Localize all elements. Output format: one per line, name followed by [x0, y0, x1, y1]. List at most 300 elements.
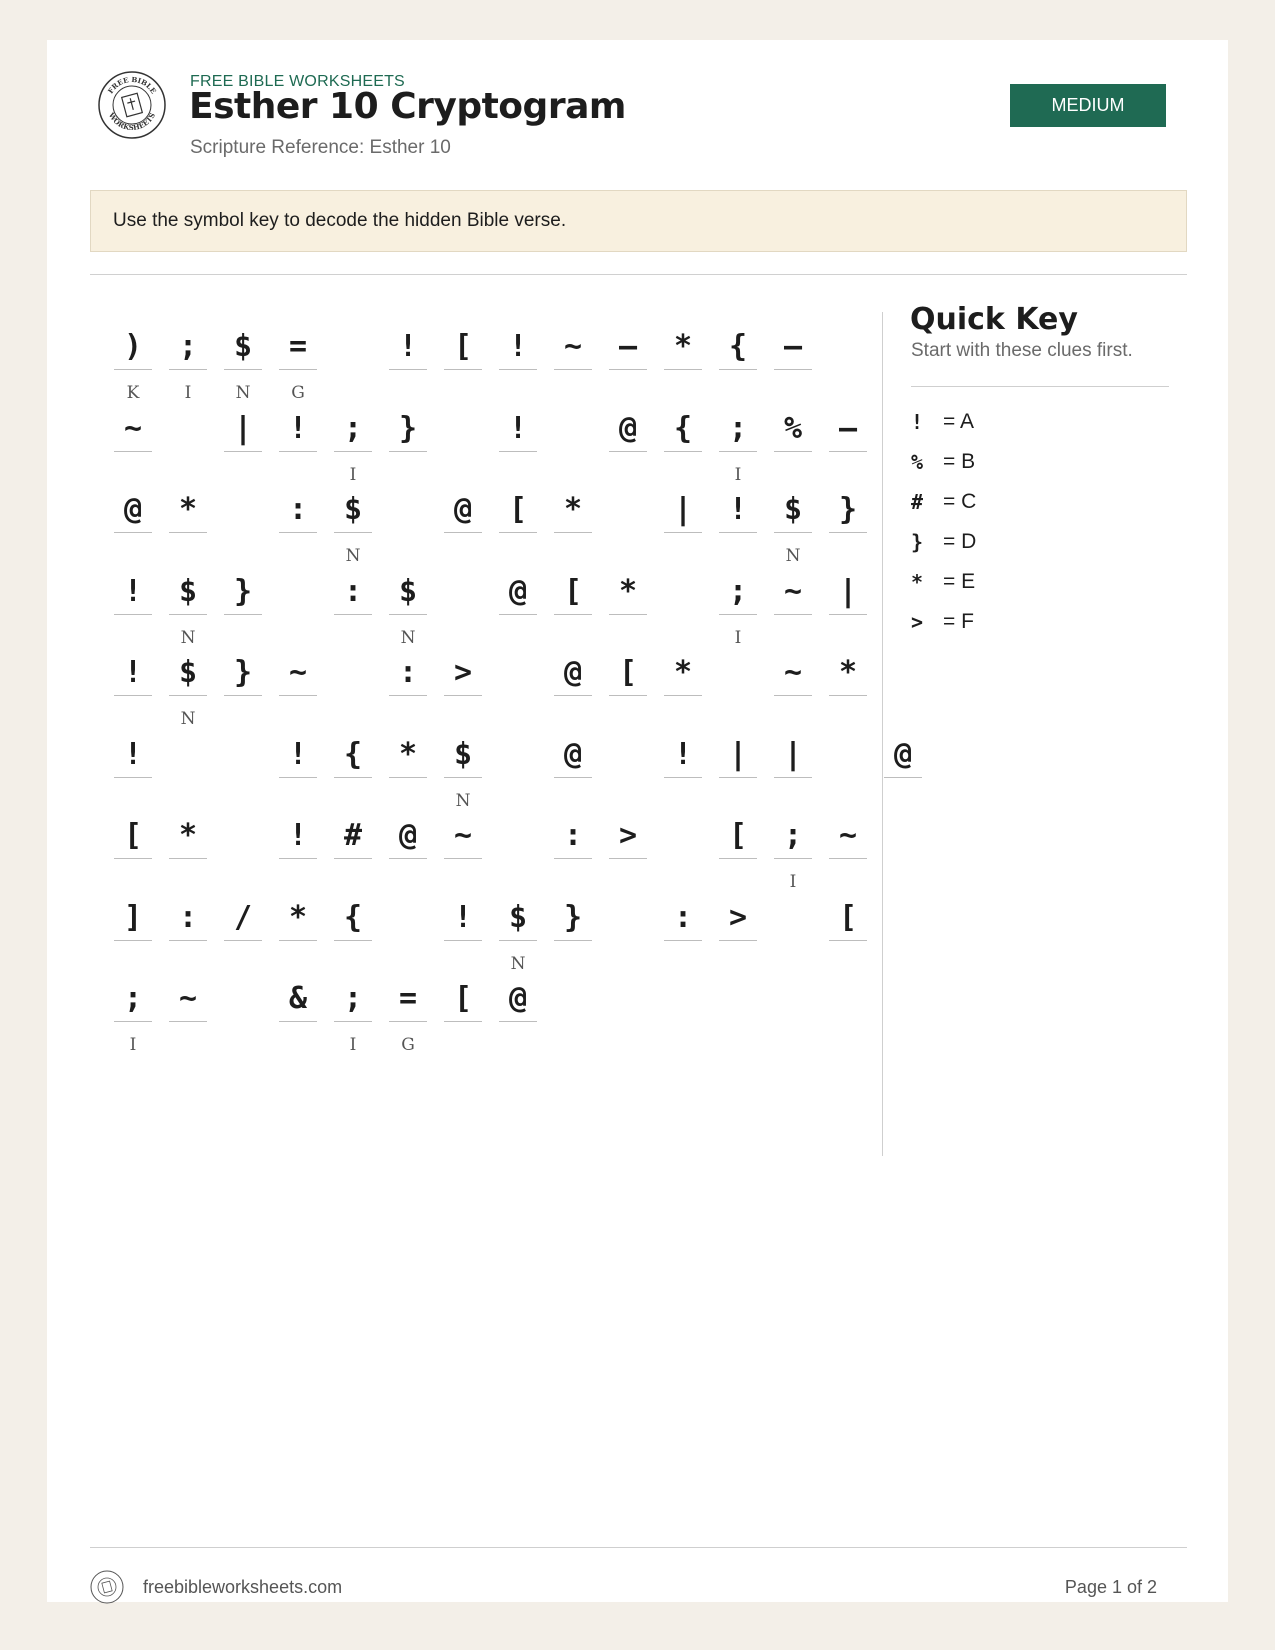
cipher-cell[interactable]	[554, 819, 592, 899]
answer-line[interactable]	[554, 614, 592, 615]
answer-line[interactable]	[664, 451, 702, 452]
cipher-cell[interactable]	[609, 819, 647, 899]
cipher-cell[interactable]	[774, 656, 812, 736]
cipher-symbol: !	[728, 492, 748, 527]
cipher-symbol: {	[343, 899, 363, 935]
quick-key-item	[911, 562, 1161, 602]
answer-line[interactable]	[169, 940, 207, 941]
cipher-symbol: !	[288, 410, 308, 446]
answer-line[interactable]	[279, 695, 317, 696]
cipher-cell[interactable]	[224, 412, 262, 492]
answer-line[interactable]	[389, 369, 427, 370]
cipher-symbol: –	[838, 410, 858, 446]
cipher-symbol: ;	[728, 410, 748, 446]
answer-line[interactable]	[114, 1021, 152, 1022]
quick-key-item	[911, 522, 1161, 562]
cipher-cell[interactable]	[389, 330, 427, 410]
cipher-cell[interactable]	[389, 412, 427, 492]
instructions-text: Use the symbol key to decode the hidden Bible verse.	[113, 210, 567, 231]
cipher-cell[interactable]	[719, 412, 757, 492]
cipher-cell[interactable]	[554, 493, 592, 573]
answer-line[interactable]	[554, 695, 592, 696]
cipher-symbol: {	[673, 410, 693, 446]
hint-letter: N	[400, 627, 416, 648]
cipher-cell[interactable]	[279, 656, 317, 736]
cipher-cell[interactable]	[829, 819, 867, 899]
cipher-cell[interactable]	[279, 982, 317, 1062]
answer-line[interactable]	[774, 777, 812, 778]
cipher-cell[interactable]	[499, 493, 537, 573]
answer-line[interactable]	[664, 940, 702, 941]
answer-line[interactable]	[719, 369, 757, 370]
cipher-symbol: ~	[783, 655, 803, 690]
cipher-cell[interactable]	[664, 493, 702, 573]
cipher-cell[interactable]	[444, 738, 482, 818]
cipher-symbol: !	[288, 818, 308, 853]
cipher-symbol: $	[343, 492, 363, 527]
hint-letter: N	[510, 953, 526, 974]
cipher-symbol: ;	[783, 818, 803, 853]
hint-letter: G	[291, 383, 305, 403]
answer-line[interactable]	[774, 532, 812, 533]
answer-line[interactable]	[114, 532, 152, 533]
answer-line[interactable]	[279, 369, 317, 370]
key-symbol: %	[911, 450, 924, 474]
hint-letter: I	[129, 1035, 137, 1055]
cipher-cell[interactable]	[664, 330, 702, 410]
answer-line[interactable]	[114, 369, 152, 370]
cipher-cell[interactable]	[719, 575, 757, 655]
cipher-cell[interactable]	[719, 901, 757, 981]
answer-line[interactable]	[444, 695, 482, 696]
cipher-cell[interactable]	[389, 656, 427, 736]
cipher-cell[interactable]	[169, 901, 207, 981]
cipher-symbol: >	[453, 655, 473, 690]
quick-key-item	[911, 602, 1161, 642]
cipher-symbol: –	[783, 329, 803, 364]
answer-line[interactable]	[554, 940, 592, 941]
footer-logo	[90, 1570, 124, 1604]
cipher-cell[interactable]	[224, 330, 262, 410]
cipher-symbol: @	[123, 492, 143, 527]
quick-key-item	[911, 402, 1161, 442]
answer-line[interactable]	[114, 940, 152, 941]
cipher-cell[interactable]	[169, 330, 207, 410]
answer-line[interactable]	[829, 451, 867, 452]
cipher-symbol: }	[838, 492, 858, 527]
answer-line[interactable]	[114, 695, 152, 696]
cipher-symbol: !	[508, 410, 528, 446]
hint-letter: I	[349, 464, 357, 485]
hint-letter: N	[235, 383, 251, 403]
quick-key-divider	[911, 386, 1169, 387]
cipher-cell[interactable]	[609, 575, 647, 655]
cipher-symbol: *	[398, 736, 418, 772]
cipher-cell[interactable]	[774, 493, 812, 573]
cipher-cell[interactable]	[279, 330, 317, 410]
answer-line[interactable]	[334, 777, 372, 778]
answer-line[interactable]	[224, 940, 262, 941]
cipher-cell[interactable]	[774, 819, 812, 899]
cipher-cell[interactable]	[499, 575, 537, 655]
hint-letter: I	[789, 872, 797, 892]
cipher-symbol: :	[673, 899, 693, 935]
cipher-cell[interactable]	[114, 901, 152, 981]
cipher-symbol: [	[728, 818, 748, 853]
answer-line[interactable]	[719, 532, 757, 533]
cipher-cell[interactable]	[719, 493, 757, 573]
cipher-cell[interactable]	[774, 412, 812, 492]
cipher-cell[interactable]	[114, 493, 152, 573]
answer-line[interactable]	[554, 858, 592, 859]
answer-line[interactable]	[829, 858, 867, 859]
cipher-cell[interactable]	[774, 575, 812, 655]
cipher-cell[interactable]	[829, 656, 867, 736]
answer-line[interactable]	[609, 451, 647, 452]
answer-line[interactable]	[719, 858, 757, 859]
answer-line[interactable]	[279, 532, 317, 533]
cipher-symbol: [	[618, 655, 638, 690]
answer-line[interactable]	[444, 532, 482, 533]
answer-line[interactable]	[609, 695, 647, 696]
key-symbol: *	[911, 570, 924, 594]
answer-line[interactable]	[664, 369, 702, 370]
cipher-symbol: }	[233, 573, 253, 609]
cipher-cell[interactable]	[114, 412, 152, 492]
answer-line[interactable]	[334, 451, 372, 452]
cipher-cell[interactable]	[169, 656, 207, 736]
cipher-cell[interactable]	[334, 738, 372, 818]
answer-line[interactable]	[444, 777, 482, 778]
cipher-cell[interactable]	[609, 330, 647, 410]
cipher-cell[interactable]	[499, 982, 537, 1062]
answer-line[interactable]	[774, 858, 812, 859]
hint-letter: I	[734, 464, 742, 485]
cipher-symbol: $	[508, 899, 528, 935]
cipher-cell[interactable]	[279, 493, 317, 573]
answer-line[interactable]	[279, 777, 317, 778]
cipher-cell[interactable]	[224, 656, 262, 736]
answer-line[interactable]	[499, 451, 537, 452]
answer-line[interactable]	[774, 614, 812, 615]
answer-line[interactable]	[499, 369, 537, 370]
hint-letter: N	[180, 627, 196, 648]
answer-line[interactable]	[389, 1021, 427, 1022]
cipher-cell[interactable]	[389, 738, 427, 818]
answer-line[interactable]	[444, 1021, 482, 1022]
cipher-cell[interactable]	[389, 575, 427, 655]
cipher-symbol: @	[618, 410, 638, 446]
cipher-cell[interactable]	[114, 819, 152, 899]
cipher-symbol: =	[288, 329, 308, 364]
cipher-cell[interactable]	[334, 819, 372, 899]
cipher-symbol: [	[453, 981, 473, 1016]
cipher-cell[interactable]	[334, 982, 372, 1062]
cipher-cell[interactable]	[829, 901, 867, 981]
answer-line[interactable]	[609, 858, 647, 859]
hint-letter: N	[345, 546, 361, 566]
cipher-symbol: ~	[838, 818, 858, 853]
cipher-cell[interactable]	[664, 738, 702, 818]
cipher-cell[interactable]	[499, 330, 537, 410]
answer-line[interactable]	[829, 614, 867, 615]
cipher-symbol: $	[233, 329, 253, 364]
answer-line[interactable]	[664, 695, 702, 696]
answer-line[interactable]	[444, 858, 482, 859]
cipher-cell[interactable]	[664, 656, 702, 736]
hint-letter: K	[126, 383, 140, 403]
answer-line[interactable]	[279, 1021, 317, 1022]
answer-line[interactable]	[499, 940, 537, 941]
cipher-cell[interactable]	[829, 412, 867, 492]
puzzle-row	[114, 655, 858, 736]
cipher-cell[interactable]	[554, 901, 592, 981]
answer-line[interactable]	[389, 777, 427, 778]
answer-line[interactable]	[774, 451, 812, 452]
answer-line[interactable]	[169, 614, 207, 615]
cipher-cell[interactable]	[334, 493, 372, 573]
answer-line[interactable]	[664, 532, 702, 533]
cipher-cell[interactable]	[114, 330, 152, 410]
hint-letter: N	[455, 790, 471, 811]
answer-line[interactable]	[169, 369, 207, 370]
answer-line[interactable]	[224, 451, 262, 452]
answer-line[interactable]	[389, 451, 427, 452]
cipher-cell[interactable]	[609, 656, 647, 736]
answer-line[interactable]	[389, 614, 427, 615]
cipher-symbol: {	[728, 329, 748, 364]
instructions-box	[90, 190, 1187, 252]
cipher-symbol: [	[123, 818, 143, 853]
cipher-symbol: [	[508, 492, 528, 527]
answer-line[interactable]	[829, 532, 867, 533]
cipher-symbol: }	[563, 899, 583, 935]
cipher-cell[interactable]	[169, 493, 207, 573]
cipher-cell[interactable]	[444, 330, 482, 410]
cipher-symbol: %	[783, 410, 803, 446]
cipher-cell[interactable]	[829, 493, 867, 573]
cipher-cell[interactable]	[719, 819, 757, 899]
cipher-cell[interactable]	[279, 819, 317, 899]
cipher-cell[interactable]	[169, 982, 207, 1062]
answer-line[interactable]	[114, 777, 152, 778]
answer-line[interactable]	[169, 695, 207, 696]
hint-letter: G	[401, 1035, 415, 1055]
cipher-cell[interactable]	[389, 982, 427, 1062]
puzzle-row	[114, 818, 858, 899]
answer-line[interactable]	[719, 614, 757, 615]
cipher-cell[interactable]	[279, 738, 317, 818]
cipher-symbol: :	[288, 492, 308, 527]
cipher-cell[interactable]	[169, 819, 207, 899]
answer-line[interactable]	[279, 940, 317, 941]
answer-line[interactable]	[554, 369, 592, 370]
answer-line[interactable]	[774, 695, 812, 696]
answer-line[interactable]	[554, 777, 592, 778]
cipher-cell[interactable]	[499, 901, 537, 981]
cipher-symbol: ;	[343, 410, 363, 446]
answer-line[interactable]	[499, 614, 537, 615]
answer-line[interactable]	[224, 695, 262, 696]
header-divider	[90, 274, 1187, 275]
cipher-cell[interactable]	[114, 982, 152, 1062]
cipher-symbol: ]	[123, 899, 143, 935]
cipher-symbol: :	[563, 818, 583, 853]
cipher-symbol: ;	[123, 981, 143, 1016]
cipher-cell[interactable]	[609, 412, 647, 492]
cipher-symbol: ;	[728, 573, 748, 609]
svg-text:FREE BIBLE: FREE BIBLE	[105, 74, 159, 96]
cipher-symbol: |	[673, 492, 693, 527]
puzzle-row	[114, 899, 858, 981]
cipher-cell[interactable]	[554, 738, 592, 818]
column-divider	[882, 312, 883, 1156]
cipher-cell[interactable]	[279, 901, 317, 981]
cipher-symbol: >	[618, 818, 638, 853]
answer-line[interactable]	[279, 858, 317, 859]
cipher-symbol: @	[453, 492, 473, 527]
key-symbol: >	[911, 610, 924, 634]
quick-key-title: Quick Key	[910, 302, 1078, 337]
answer-line[interactable]	[334, 614, 372, 615]
cipher-symbol: *	[838, 655, 858, 690]
cipher-symbol: |	[728, 736, 748, 772]
cipher-symbol: –	[618, 329, 638, 364]
answer-line[interactable]	[114, 614, 152, 615]
cipher-symbol: [	[838, 899, 858, 935]
cipher-cell[interactable]	[444, 982, 482, 1062]
key-symbol: !	[911, 410, 924, 434]
answer-line[interactable]	[169, 858, 207, 859]
answer-line[interactable]	[499, 532, 537, 533]
hint-letter: I	[734, 627, 742, 648]
answer-line[interactable]	[444, 369, 482, 370]
cipher-cell[interactable]	[554, 575, 592, 655]
cipher-symbol: !	[288, 736, 308, 772]
cipher-cell[interactable]	[444, 819, 482, 899]
cipher-symbol: !	[123, 573, 143, 609]
answer-line[interactable]	[114, 858, 152, 859]
answer-line[interactable]	[224, 614, 262, 615]
cipher-cell[interactable]	[774, 738, 812, 818]
cipher-cell[interactable]	[499, 412, 537, 492]
cipher-cell[interactable]	[554, 330, 592, 410]
key-letter: = B	[943, 450, 976, 473]
answer-line[interactable]	[334, 532, 372, 533]
key-letter: = F	[943, 610, 974, 633]
cipher-cell[interactable]	[169, 575, 207, 655]
answer-line[interactable]	[609, 369, 647, 370]
hint-letter: I	[349, 1035, 357, 1055]
cipher-symbol: #	[343, 818, 363, 853]
answer-line[interactable]	[719, 940, 757, 941]
answer-line[interactable]	[499, 1021, 537, 1022]
cipher-symbol: /	[233, 899, 253, 935]
cipher-symbol: !	[123, 655, 143, 690]
cipher-symbol: >	[728, 899, 748, 935]
answer-line[interactable]	[719, 451, 757, 452]
cipher-cell[interactable]	[884, 738, 922, 818]
cipher-cell[interactable]	[444, 493, 482, 573]
cipher-cell[interactable]	[664, 412, 702, 492]
cipher-cell[interactable]	[114, 738, 152, 818]
worksheet-page	[47, 40, 1228, 1602]
cipher-symbol: [	[453, 329, 473, 364]
cipher-symbol: }	[233, 655, 253, 690]
quick-key-list	[911, 402, 1161, 642]
cipher-cell[interactable]	[224, 901, 262, 981]
answer-line[interactable]	[829, 695, 867, 696]
cipher-cell[interactable]	[114, 656, 152, 736]
answer-line[interactable]	[774, 369, 812, 370]
cipher-symbol: |	[233, 410, 253, 446]
cipher-cell[interactable]	[444, 901, 482, 981]
cipher-cell[interactable]	[114, 575, 152, 655]
cipher-cell[interactable]	[664, 901, 702, 981]
answer-line[interactable]	[169, 532, 207, 533]
cipher-cell[interactable]	[774, 330, 812, 410]
difficulty-badge: MEDIUM	[1010, 84, 1166, 127]
cipher-cell[interactable]	[719, 330, 757, 410]
cipher-symbol: |	[783, 736, 803, 772]
cipher-symbol: $	[398, 573, 418, 609]
answer-line[interactable]	[114, 451, 152, 452]
cipher-cell[interactable]	[224, 575, 262, 655]
footer-website-link[interactable]: freebibleworksheets.com	[143, 1577, 343, 1597]
cipher-cell[interactable]	[389, 819, 427, 899]
cipher-symbol: {	[343, 736, 363, 772]
cipher-cell[interactable]	[829, 575, 867, 655]
answer-line[interactable]	[334, 858, 372, 859]
answer-line[interactable]	[554, 532, 592, 533]
cipher-cell[interactable]	[334, 901, 372, 981]
cipher-cell[interactable]	[334, 575, 372, 655]
cipher-symbol: =	[398, 981, 418, 1016]
answer-line[interactable]	[664, 777, 702, 778]
cipher-symbol: $	[453, 736, 473, 772]
cipher-symbol: *	[673, 329, 693, 364]
cipher-symbol: [	[563, 573, 583, 609]
hint-letter: N	[785, 546, 801, 566]
key-letter: = C	[943, 490, 977, 513]
answer-line[interactable]	[389, 858, 427, 859]
cipher-cell[interactable]	[334, 412, 372, 492]
cipher-symbol: ;	[343, 981, 363, 1016]
answer-line[interactable]	[884, 777, 922, 778]
cipher-symbol: !	[508, 329, 528, 364]
answer-line[interactable]	[334, 940, 372, 941]
answer-line[interactable]	[719, 777, 757, 778]
key-letter: = E	[943, 570, 976, 593]
cipher-cell[interactable]	[554, 656, 592, 736]
answer-line[interactable]	[334, 1021, 372, 1022]
answer-line[interactable]	[444, 940, 482, 941]
cipher-symbol: @	[563, 736, 583, 772]
answer-line[interactable]	[389, 695, 427, 696]
answer-line[interactable]	[169, 1021, 207, 1022]
cipher-cell[interactable]	[279, 412, 317, 492]
answer-line[interactable]	[279, 451, 317, 452]
key-symbol: }	[911, 530, 924, 554]
svg-text:WORKSHEETS: WORKSHEETS	[106, 111, 157, 133]
cipher-cell[interactable]	[719, 738, 757, 818]
answer-line[interactable]	[829, 940, 867, 941]
page-title: Esther 10 Cryptogram	[189, 86, 626, 127]
answer-line[interactable]	[609, 614, 647, 615]
cipher-cell[interactable]	[444, 656, 482, 736]
answer-line[interactable]	[224, 369, 262, 370]
cryptogram-grid	[114, 329, 913, 1130]
